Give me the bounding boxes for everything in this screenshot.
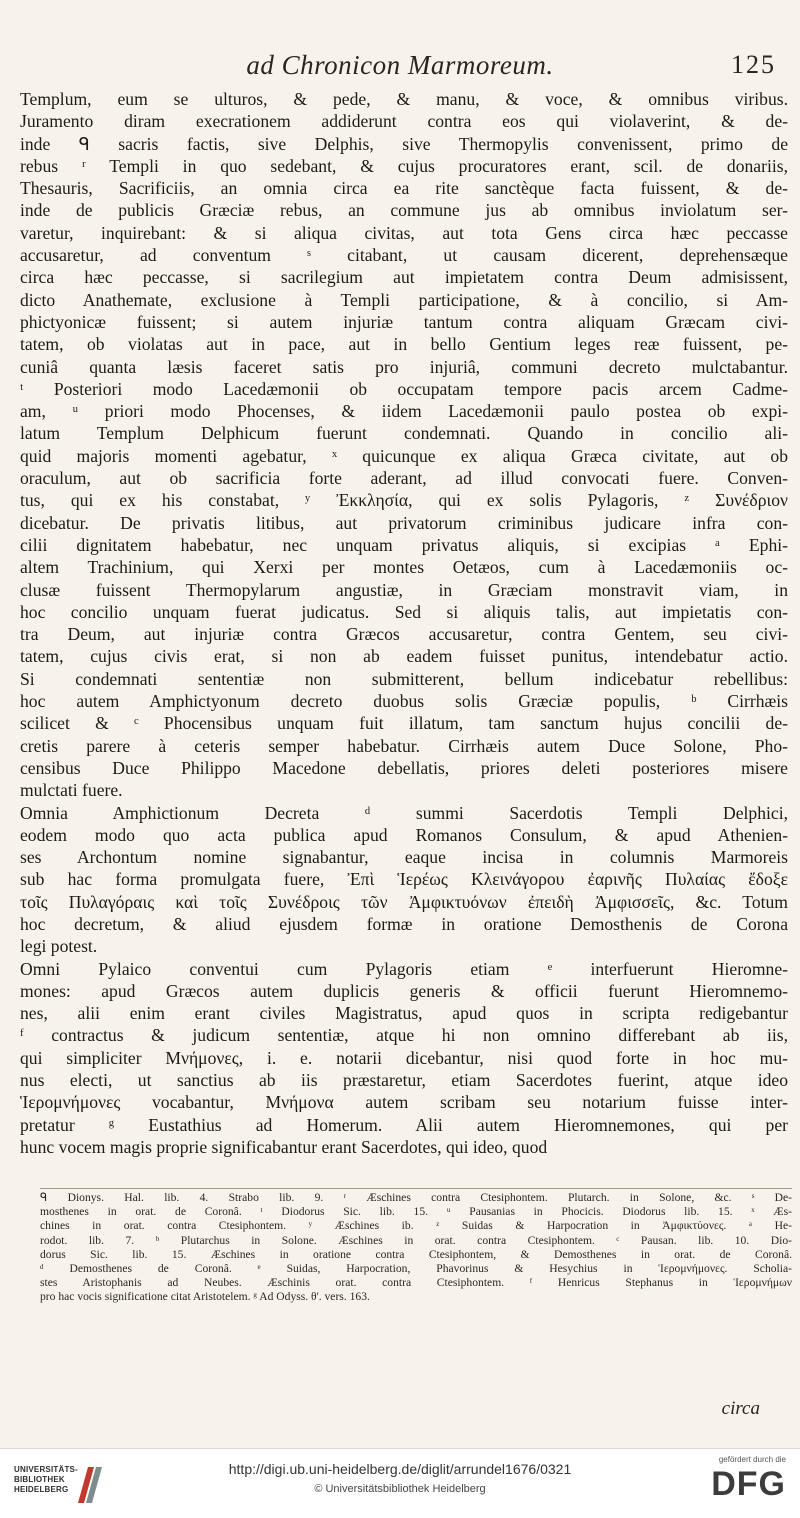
text-line: qui simpliciter Μνήμονες, i. e. notarii dicebantur, nisi quod forte in hoc mu- xyxy=(20,1047,788,1068)
text-line: legi potest. xyxy=(20,936,98,957)
text-line: cretis parere à ceteris semper habebatur. Cirrhæis autem Duce Solone, Pho- xyxy=(20,735,788,756)
text-line: hoc decretum, & aliud ejusdem formæ in oratione Demosthenis de Corona xyxy=(20,913,788,934)
text-line: latum Templum Delphicum fuerunt condemnati. Quando in concilio ali- xyxy=(20,423,788,444)
dfg-funding[interactable] xyxy=(676,1455,786,1513)
funded-by-label: gefördert durch die xyxy=(718,1455,786,1464)
page-number: 125 xyxy=(731,50,776,79)
footnote-line: stes Aristophanis ad Neubes. Æschinis orat. contra Ctesiphontem. ᶠ Henricus Stephanus in Ἱερομνήμων xyxy=(40,1276,792,1290)
text-line: Templum, eum se ulturos, & pede, & manu, & voce, & omnibus viribus. xyxy=(20,89,788,109)
text-line: Ἱερομνήμονες vocabantur, Μνήμονα autem scribam seu notarium fuisse inter- xyxy=(20,1092,788,1113)
running-title: ad Chronicon Marmoreum. xyxy=(246,50,554,80)
footnote-line: dorus Sic. lib. 15. Æschines in oratione contra Ctesiphontem, & Demosthenes in orat. de Coronâ. xyxy=(40,1247,792,1261)
text-line: hunc vocem magis proprie significabantur erant Sacerdotes, qui ideo, quod xyxy=(20,1136,548,1157)
text-line: dicto Anathemate, exclusione à Templi participatione, & à concilio, si Am- xyxy=(20,289,788,310)
text-line: cilii dignitatem habebatur, nec unquam privatus aliquis, si excipias ᵃ Ephi- xyxy=(20,534,788,555)
text-line: scilicet & ᶜ Phocensibus unquam fuit illatum, tam sanctum hujus concilii de- xyxy=(20,713,788,734)
dfg-logo: DFG xyxy=(711,1465,786,1503)
text-line: ᶠ contractus & judicum sententiæ, atque hi non omnino differebant ab iis, xyxy=(20,1025,788,1046)
text-line: dicebatur. De privatis litibus, aut privatorum criminibus judicare infra con- xyxy=(20,512,788,533)
catchword: circa xyxy=(721,1398,760,1419)
footnote-line: rodot. lib. 7. ᵇ Plutarchus in Solone. Æschines in orat. contra Ctesiphontem. ᶜ Pausan. lib. 10. Dio- xyxy=(40,1233,792,1247)
text-line: rebus ʳ Templi in quo sedebant, & cujus procuratores erant, scil. de donariis, xyxy=(20,155,788,176)
text-line: clusæ fuissent Thermopylarum angustiæ, in Græciam monstravit viam, in xyxy=(20,579,788,600)
text-line: mulctati fuere. xyxy=(20,780,123,801)
text-line: accusaretur, ad conventum ˢ citabant, ut causam dicerent, deprehensæque xyxy=(20,245,788,266)
library-name-line: HEIDELBERG xyxy=(14,1485,69,1494)
text-line: tatem, cujus civis erat, si non ab eadem fuisset punitus, intendebatur actio. xyxy=(20,646,788,667)
text-line: am, ᵘ priori modo Phocenses, & iidem Lacedæmonii paulo postea ob expi- xyxy=(20,401,788,422)
text-line: censibus Duce Philippo Macedone debellatis, priores deleti posteriores misere xyxy=(20,757,788,778)
body-text xyxy=(20,88,788,1158)
text-line: inde de publicis Græciæ rebus, an commune jus ab omnibus inviolatum ser- xyxy=(20,200,788,221)
text-line: Juramento diram execrationem addiderunt contra eos qui violaverint, & de- xyxy=(20,111,788,132)
text-line: pretatur ᵍ Eustathius ad Homerum. Alii autem Hieromnemones, qui per xyxy=(20,1114,788,1135)
footnote-line: mosthenes in orat. de Coronâ. ᵗ Diodorus Sic. lib. 15. ᵘ Pausanias in Phocicis. Diodorus lib. 15. ˣ Æs- xyxy=(40,1205,792,1219)
text-line: Thesauris, Sacrificiis, an omnia circa ea rite sanctèque facta fuissent, & de- xyxy=(20,178,788,199)
text-line: ᵗ Posteriori modo Lacedæmonii ob occupatam tempore pacis arcem Cadme- xyxy=(20,378,788,399)
text-line: mones: apud Græcos autem duplicis generis & officii fuerunt Hieromnemo- xyxy=(20,980,788,1001)
footnote-line: chines in orat. contra Ctesiphontem. ʸ Æschines ib. ᶻ Suidas & Harpocration in Ἀμφικτύονες. ᵃ He- xyxy=(40,1219,792,1233)
text-line: inde ᑫ sacris factis, sive Delphis, sive Thermopylis convenissent, primo de xyxy=(20,133,788,154)
footnote-line: ᑫ Dionys. Hal. lib. 4. Strabo lib. 9. ʳ Æschines contra Ctesiphontem. Plutarch. in Solone, &c. ˢ De- xyxy=(40,1191,792,1204)
text-line: nus electi, ut sanctius ab iis præstaretur, etiam Sacerdotes fuerint, atque ideo xyxy=(20,1070,788,1091)
text-line: sub hac forma promulgata fuere, Ἐπὶ Ἱερέως Κλεινάγορου ἐαρινῆς Πυλαίας ἔδοξε xyxy=(20,869,788,890)
text-line: altem Trachinium, qui Xerxi per montes Oetæos, cum à Lacedæmoniis oc- xyxy=(20,557,788,578)
text-line: Si condemnati sententiæ non submitterent, bellum indicebatur rebellibus: xyxy=(20,668,788,689)
text-line: cuniâ quanta læsis faceret satis pro injuriâ, communi decreto mulctabantur. xyxy=(20,356,788,377)
library-name-line: BIBLIOTHEK xyxy=(14,1475,65,1484)
text-line: oraculum, aut ob sacrificia forte aderant, ad illud convocati fuere. Conven- xyxy=(20,468,788,489)
library-name-line: UNIVERSITÄTS- xyxy=(14,1465,78,1474)
text-line: hoc concilio unquam fuerat judicatus. Sed si aliquis talis, aut impietatis con- xyxy=(20,601,788,622)
text-line: quid majoris momenti agebatur, ˣ quicunque ex aliqua Græca civitate, aut ob xyxy=(20,445,788,466)
text-line: varetur, inquirebant: & si aliqua civitas, aut tota Gens circa hæc peccasse xyxy=(20,222,788,243)
permalink-url[interactable]: http://digi.ub.uni-heidelberg.de/diglit/arrundel1676/0321 xyxy=(228,1461,572,1477)
text-line: nes, alii enim erant civiles Magistratus, apud quos in scripta redigebantur xyxy=(20,1003,788,1024)
footnote-line: ᵈ Demosthenes de Coronâ. ᵉ Suidas, Harpocration, Phavorinus & Hesychius in Ἱερομνήμονες. Scholia- xyxy=(40,1261,792,1275)
text-line: τοῖς Πυλαγόραις καὶ τοῖς Συνέδροις τῶν Ἀμφικτυόνων ἐπειδὴ Ἀμφισσεῖς, &c. Totum xyxy=(20,891,788,912)
copyright-notice: © Universitätsbibliothek Heidelberg xyxy=(314,1483,486,1495)
text-line: ses Archontum nomine signabantur, eaque incisa in columnis Marmoreis xyxy=(20,847,788,868)
text-line: Omni Pylaico conventui cum Pylagoris etiam ᵉ interfuerunt Hieromne- xyxy=(20,958,788,979)
text-line: circa hæc peccasse, si sacrilegium aut impietatem contra Deum admisissent, xyxy=(20,267,788,288)
text-line: hoc autem Amphictyonum decreto duobus solis Græciæ populis, ᵇ Cirrhæis xyxy=(20,691,788,712)
text-line: tatem, ob violatas aut in pace, aut in bello Gentium leges reæ fuissent, pe- xyxy=(20,334,788,355)
footnotes xyxy=(40,1188,792,1305)
text-line: phictyonicæ fuissent; si autem injuriæ tantum contra aliquam Græcam civi- xyxy=(20,311,788,332)
text-line: tus, qui ex his constabat, ʸ Ἐκκλησία, qui ex solis Pylagoris, ᶻ Συνέδριον xyxy=(20,490,788,511)
running-head xyxy=(0,50,800,90)
text-line: Omnia Amphictionum Decreta ᵈ summi Sacerdotis Templi Delphici, xyxy=(20,802,788,823)
text-line: eodem modo quo acta publica apud Romanos Consulum, & apud Athenien- xyxy=(20,824,788,845)
text-line: tra Deum, aut injuriæ contra Græcos accusaretur, contra Gentem, seu civi- xyxy=(20,624,788,645)
viewer-footer xyxy=(0,1448,800,1518)
footnote-line: pro hac vocis significatione citat Aristotelem. ᵍ Ad Odyss. θ'. vers. 163. xyxy=(40,1290,370,1304)
